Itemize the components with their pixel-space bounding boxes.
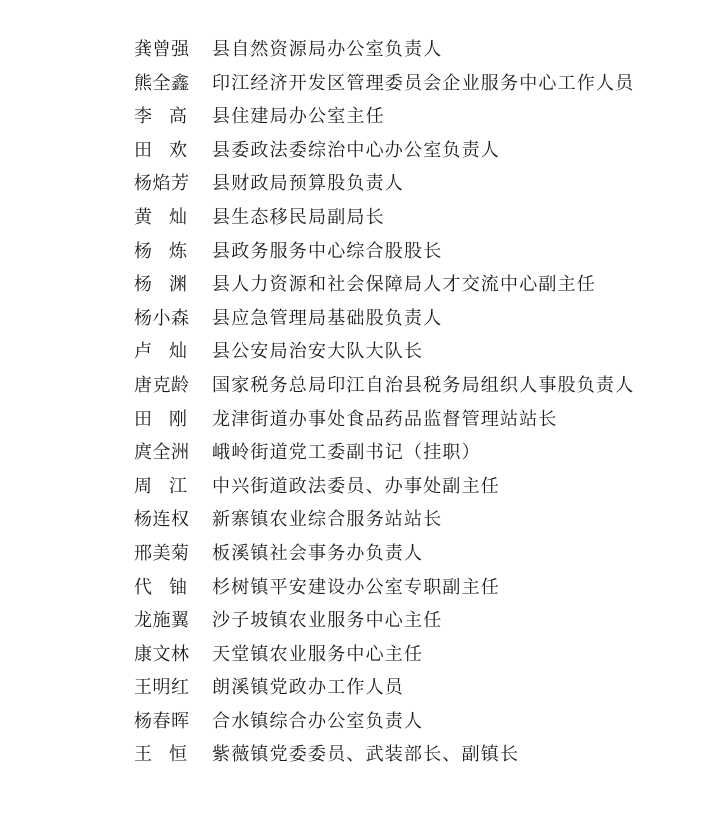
- list-item: [134, 100, 694, 134]
- person-position: 县自然资源局办公室负责人: [212, 39, 443, 60]
- list-item: [134, 638, 694, 672]
- list-item: [134, 67, 694, 101]
- person-name: 杨小森: [134, 307, 190, 329]
- person-position: 县政务服务中心综合股股长: [212, 240, 443, 262]
- person-position: 新寨镇农业综合服务站站长: [212, 509, 443, 531]
- person-name: 邢美菊: [134, 542, 190, 564]
- list-item: [134, 705, 694, 739]
- person-position: 国家税务总局印江自治县税务局组织人事股负责人: [212, 374, 635, 396]
- list-item: [134, 302, 694, 336]
- person-name: 田刚: [134, 408, 204, 430]
- person-position: 县财政局预算股负责人: [212, 173, 404, 195]
- person-name: 康文林: [134, 643, 190, 665]
- person-position: 紫薇镇党委委员、武装部长、副镇长: [212, 744, 520, 766]
- list-item: [134, 33, 694, 67]
- list-item: [134, 571, 694, 605]
- person-name: 王恒: [134, 744, 204, 766]
- person-name: 代铀: [134, 576, 204, 598]
- person-position: 县人力资源和社会保障局人才交流中心副主任: [212, 274, 596, 296]
- person-position: 县公安局治安大队大队长: [212, 341, 424, 363]
- person-position: 杉树镇平安建设办公室专职副主任: [212, 576, 500, 598]
- list-item: [134, 537, 694, 571]
- person-name: 杨连权: [134, 509, 190, 531]
- list-item: [134, 403, 694, 437]
- person-name: 李高: [134, 106, 204, 128]
- list-item: [134, 470, 694, 504]
- list-item: [134, 671, 694, 705]
- personnel-list: [134, 33, 694, 772]
- person-position: 沙子坡镇农业服务中心主任: [212, 610, 443, 632]
- list-item: [134, 604, 694, 638]
- person-position: 龙津街道办事处食品药品监督管理站站长: [212, 408, 558, 430]
- list-item: [134, 738, 694, 772]
- list-item: [134, 369, 694, 403]
- person-name: 龙施翼: [134, 610, 190, 632]
- person-name: 卢灿: [134, 341, 204, 363]
- person-position: 朗溪镇党政办工作人员: [212, 677, 404, 699]
- list-item: [134, 268, 694, 302]
- person-name: 杨炼: [134, 240, 204, 262]
- person-position: 合水镇综合办公室负责人: [212, 710, 424, 732]
- person-position: 板溪镇社会事务办负责人: [212, 542, 424, 564]
- person-position: 天堂镇农业服务中心主任: [212, 643, 424, 665]
- list-item: [134, 436, 694, 470]
- person-position: 印江经济开发区管理委员会企业服务中心工作人员: [212, 72, 635, 94]
- person-name: 唐克龄: [134, 374, 190, 396]
- person-position: 峨岭街道党工委副书记（挂职）: [212, 442, 481, 464]
- person-name: 杨渊: [134, 274, 204, 296]
- person-name: 龚曾强: [134, 39, 190, 60]
- person-name: 庹全洲: [134, 442, 190, 464]
- list-item: [134, 335, 694, 369]
- person-position: 县委政法委综治中心办公室负责人: [212, 139, 500, 161]
- person-position: 中兴街道政法委员、办事处副主任: [212, 475, 500, 497]
- list-item: [134, 201, 694, 235]
- person-name: 王明红: [134, 677, 190, 699]
- person-name: 田欢: [134, 139, 204, 161]
- list-item: [134, 167, 694, 201]
- person-name: 杨春晖: [134, 710, 190, 732]
- list-item: [134, 134, 694, 168]
- person-position: 县应急管理局基础股负责人: [212, 307, 443, 329]
- list-item: [134, 235, 694, 269]
- person-name: 周江: [134, 475, 204, 497]
- list-item: [134, 503, 694, 537]
- person-name: 杨焰芳: [134, 173, 190, 195]
- person-name: 黄灿: [134, 206, 204, 228]
- person-position: 县生态移民局副局长: [212, 206, 385, 228]
- person-name: 熊全鑫: [134, 72, 190, 94]
- person-position: 县住建局办公室主任: [212, 106, 385, 128]
